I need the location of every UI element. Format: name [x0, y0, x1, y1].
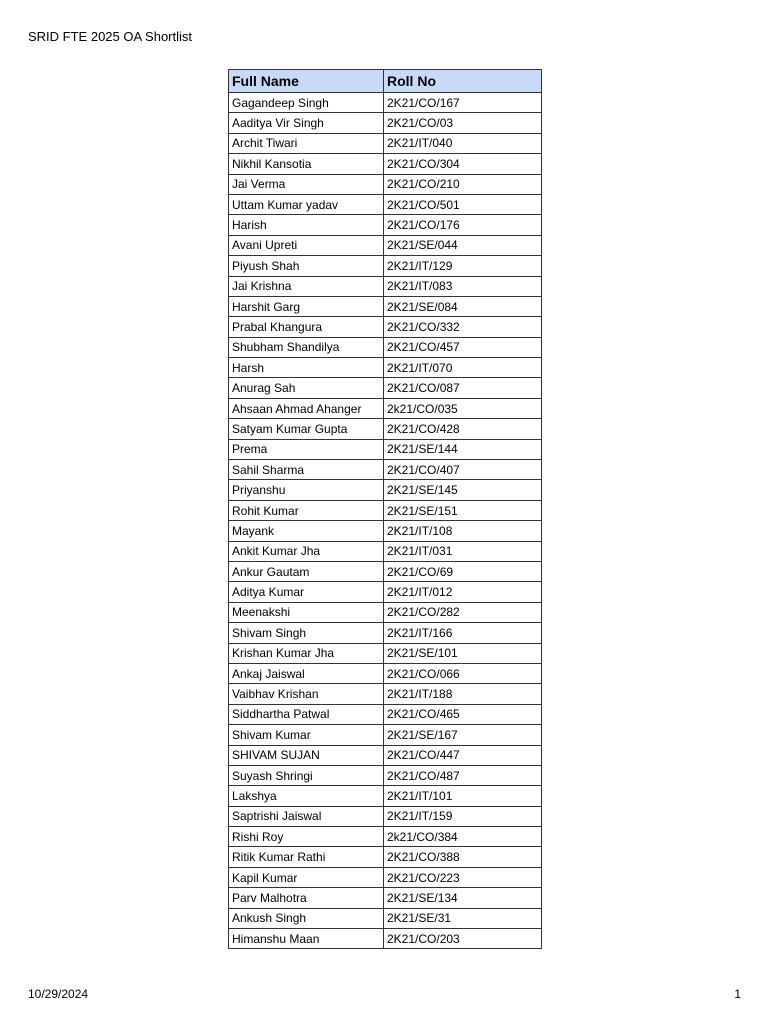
cell-roll-no: 2K21/SE/084: [384, 296, 542, 316]
cell-roll-no: 2K21/SE/144: [384, 439, 542, 459]
cell-full-name: Prabal Khangura: [229, 317, 384, 337]
table-row: [229, 521, 542, 541]
table-row: [229, 154, 542, 174]
cell-full-name: Vaibhav Krishan: [229, 684, 384, 704]
cell-full-name: Harish: [229, 215, 384, 235]
cell-full-name: Ankaj Jaiswal: [229, 663, 384, 683]
cell-roll-no: 2K21/IT/129: [384, 256, 542, 276]
shortlist-table: [228, 69, 542, 949]
table-row: [229, 317, 542, 337]
cell-roll-no: 2K21/IT/188: [384, 684, 542, 704]
cell-roll-no: 2K21/IT/108: [384, 521, 542, 541]
cell-full-name: SHIVAM SUJAN: [229, 745, 384, 765]
cell-full-name: Ankur Gautam: [229, 561, 384, 581]
cell-full-name: Archit Tiwari: [229, 133, 384, 153]
cell-roll-no: 2K21/IT/101: [384, 786, 542, 806]
cell-roll-no: 2K21/SE/167: [384, 725, 542, 745]
cell-full-name: Anurag Sah: [229, 378, 384, 398]
table-row: [229, 561, 542, 581]
cell-full-name: Uttam Kumar yadav: [229, 194, 384, 214]
cell-full-name: Shivam Kumar: [229, 725, 384, 745]
cell-roll-no: 2K21/CO/03: [384, 113, 542, 133]
cell-full-name: Prema: [229, 439, 384, 459]
cell-roll-no: 2K21/IT/159: [384, 806, 542, 826]
cell-full-name: Shivam Singh: [229, 623, 384, 643]
cell-full-name: Shubham Shandilya: [229, 337, 384, 357]
cell-roll-no: 2K21/CO/210: [384, 174, 542, 194]
table-row: [229, 113, 542, 133]
cell-full-name: Rohit Kumar: [229, 500, 384, 520]
cell-full-name: Priyanshu: [229, 480, 384, 500]
table-header-row: [229, 70, 542, 93]
table-row: [229, 378, 542, 398]
table-row: [229, 602, 542, 622]
cell-roll-no: 2K21/CO/69: [384, 561, 542, 581]
cell-roll-no: 2K21/CO/087: [384, 378, 542, 398]
cell-roll-no: 2K21/SE/134: [384, 888, 542, 908]
cell-full-name: Saptrishi Jaiswal: [229, 806, 384, 826]
table-row: [229, 684, 542, 704]
table-row: [229, 847, 542, 867]
table-row: [229, 725, 542, 745]
cell-roll-no: 2K21/CO/447: [384, 745, 542, 765]
cell-full-name: Satyam Kumar Gupta: [229, 419, 384, 439]
cell-full-name: Sahil Sharma: [229, 460, 384, 480]
cell-full-name: Siddhartha Patwal: [229, 704, 384, 724]
cell-roll-no: 2K21/SE/31: [384, 908, 542, 928]
table-row: [229, 256, 542, 276]
cell-roll-no: 2K21/CO/428: [384, 419, 542, 439]
table-row: [229, 806, 542, 826]
table-row: [229, 194, 542, 214]
table-row: [229, 827, 542, 847]
table-row: [229, 337, 542, 357]
table-row: [229, 419, 542, 439]
cell-full-name: Piyush Shah: [229, 256, 384, 276]
cell-roll-no: 2K21/SE/044: [384, 235, 542, 255]
table-row: [229, 786, 542, 806]
cell-full-name: Jai Krishna: [229, 276, 384, 296]
table-row: [229, 582, 542, 602]
cell-full-name: Krishan Kumar Jha: [229, 643, 384, 663]
page-number: 1: [734, 987, 741, 1001]
cell-roll-no: 2K21/SE/145: [384, 480, 542, 500]
cell-full-name: Ahsaan Ahmad Ahanger: [229, 398, 384, 418]
cell-roll-no: 2K21/CO/487: [384, 765, 542, 785]
table-row: [229, 643, 542, 663]
cell-full-name: Harsh: [229, 358, 384, 378]
cell-roll-no: 2K21/CO/407: [384, 460, 542, 480]
table-row: [229, 623, 542, 643]
cell-full-name: Ritik Kumar Rathi: [229, 847, 384, 867]
cell-roll-no: 2K21/SE/101: [384, 643, 542, 663]
table-row: [229, 745, 542, 765]
cell-roll-no: 2K21/CO/304: [384, 154, 542, 174]
cell-full-name: Ankush Singh: [229, 908, 384, 928]
cell-roll-no: 2K21/CO/066: [384, 663, 542, 683]
cell-full-name: Aaditya Vir Singh: [229, 113, 384, 133]
cell-roll-no: 2K21/CO/465: [384, 704, 542, 724]
cell-roll-no: 2K21/CO/223: [384, 867, 542, 887]
table-row: [229, 215, 542, 235]
column-header-roll-no: Roll No: [384, 70, 542, 93]
cell-roll-no: 2K21/CO/457: [384, 337, 542, 357]
table-row: [229, 460, 542, 480]
table-row: [229, 296, 542, 316]
table-row: [229, 235, 542, 255]
cell-full-name: Jai Verma: [229, 174, 384, 194]
cell-roll-no: 2K21/CO/176: [384, 215, 542, 235]
cell-roll-no: 2K21/CO/282: [384, 602, 542, 622]
cell-full-name: Nikhil Kansotia: [229, 154, 384, 174]
table-row: [229, 663, 542, 683]
table-row: [229, 888, 542, 908]
table-row: [229, 439, 542, 459]
cell-roll-no: 2K21/CO/203: [384, 929, 542, 949]
cell-roll-no: 2K21/SE/151: [384, 500, 542, 520]
column-header-full-name: Full Name: [229, 70, 384, 93]
cell-full-name: Kapil Kumar: [229, 867, 384, 887]
cell-full-name: Ankit Kumar Jha: [229, 541, 384, 561]
cell-full-name: Mayank: [229, 521, 384, 541]
table-row: [229, 929, 542, 949]
cell-full-name: Gagandeep Singh: [229, 93, 384, 113]
cell-roll-no: 2K21/IT/070: [384, 358, 542, 378]
cell-roll-no: 2K21/IT/166: [384, 623, 542, 643]
cell-roll-no: 2K21/CO/501: [384, 194, 542, 214]
print-date: 10/29/2024: [28, 987, 89, 1001]
cell-full-name: Aditya Kumar: [229, 582, 384, 602]
cell-roll-no: 2K21/CO/167: [384, 93, 542, 113]
table-row: [229, 704, 542, 724]
table-row: [229, 867, 542, 887]
table-body: [229, 93, 542, 949]
cell-full-name: Lakshya: [229, 786, 384, 806]
table-row: [229, 276, 542, 296]
cell-roll-no: 2k21/CO/384: [384, 827, 542, 847]
cell-roll-no: 2K21/CO/332: [384, 317, 542, 337]
table-row: [229, 93, 542, 113]
cell-roll-no: 2K21/IT/083: [384, 276, 542, 296]
table-row: [229, 174, 542, 194]
cell-full-name: Avani Upreti: [229, 235, 384, 255]
cell-roll-no: 2K21/IT/040: [384, 133, 542, 153]
cell-full-name: Himanshu Maan: [229, 929, 384, 949]
table-row: [229, 765, 542, 785]
cell-full-name: Rishi Roy: [229, 827, 384, 847]
table-row: [229, 908, 542, 928]
cell-full-name: Parv Malhotra: [229, 888, 384, 908]
table-row: [229, 500, 542, 520]
table-row: [229, 358, 542, 378]
cell-roll-no: 2K21/IT/031: [384, 541, 542, 561]
cell-full-name: Suyash Shringi: [229, 765, 384, 785]
table-row: [229, 398, 542, 418]
document-title: SRID FTE 2025 OA Shortlist: [28, 29, 193, 44]
table-row: [229, 541, 542, 561]
cell-roll-no: 2k21/CO/035: [384, 398, 542, 418]
cell-full-name: Harshit Garg: [229, 296, 384, 316]
cell-full-name: Meenakshi: [229, 602, 384, 622]
cell-roll-no: 2K21/CO/388: [384, 847, 542, 867]
table-row: [229, 480, 542, 500]
table-row: [229, 133, 542, 153]
cell-roll-no: 2K21/IT/012: [384, 582, 542, 602]
